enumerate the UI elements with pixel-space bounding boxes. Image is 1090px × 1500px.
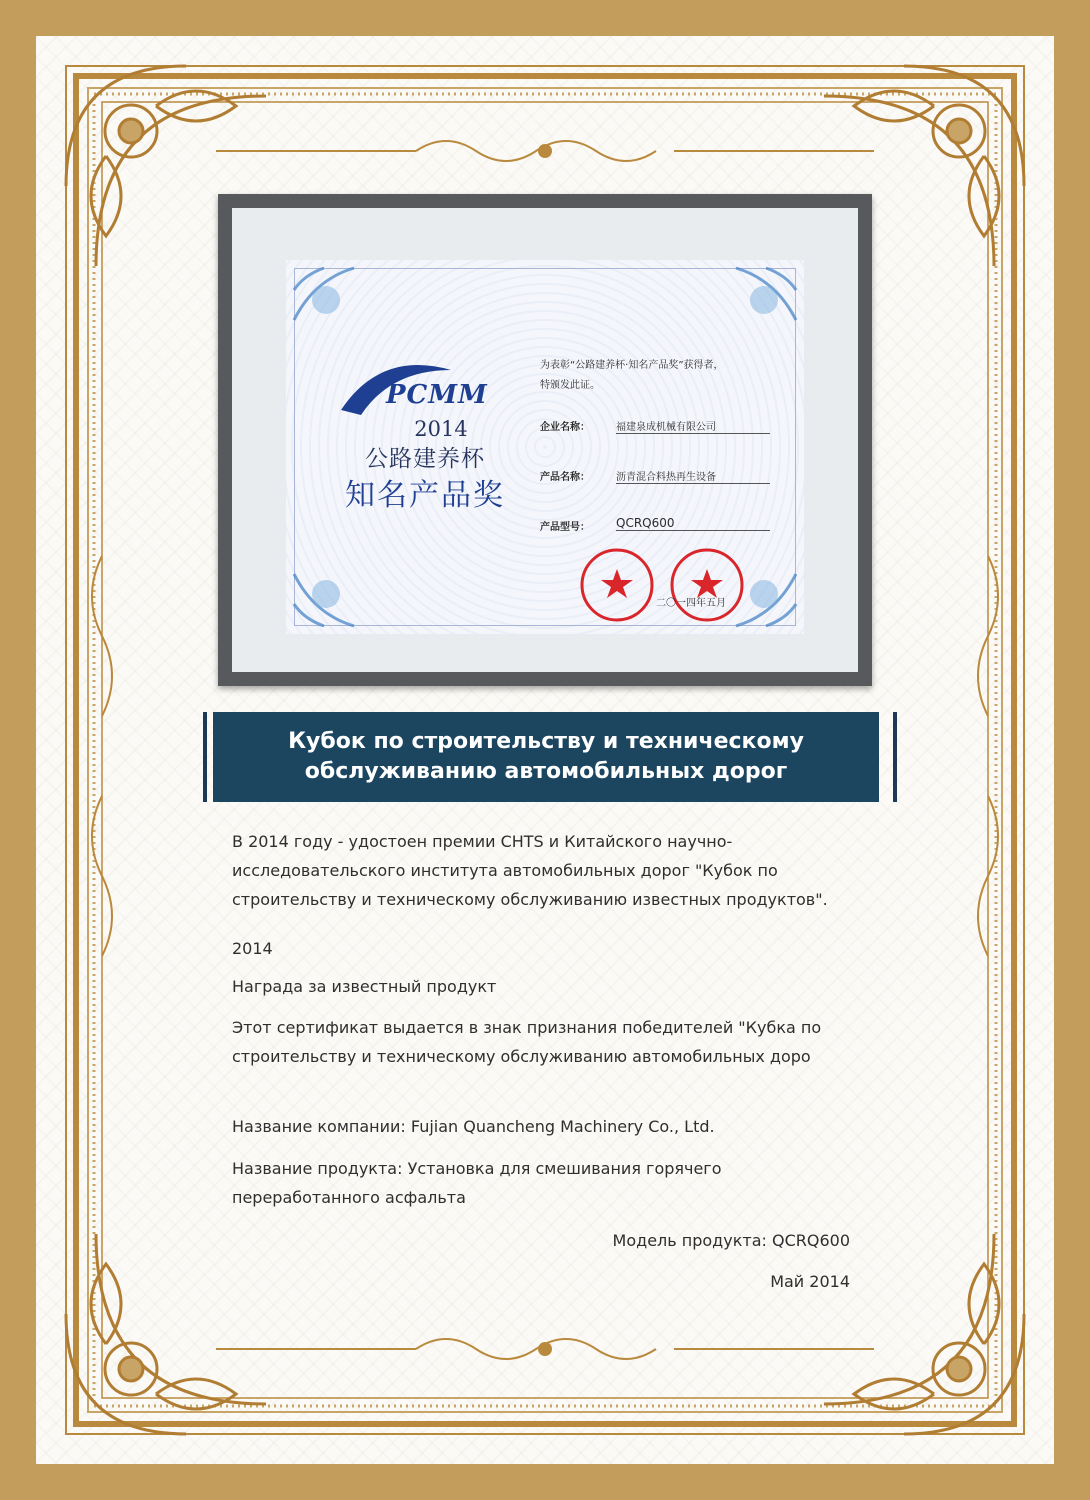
award-title: Награда за известный продукт: [232, 977, 497, 996]
red-seal-icon: [582, 550, 742, 620]
corner-ornament-bottom-right: [824, 1234, 1024, 1434]
certificate-product-label: 产品名称：: [540, 472, 590, 483]
certificate-header-line1: 为表彰“公路建养杯·知名产品奖”获得者，: [540, 360, 724, 371]
title-banner: [213, 712, 879, 802]
pcmm-logo-text: PCMM: [386, 380, 488, 410]
product-name-line: Название продукта: Установка для смешивания горячего переработанного асфальта: [232, 1159, 722, 1207]
certificate-photo-frame: [218, 194, 872, 686]
certificate-statement: Этот сертификат выдается в знак признания победителей "Кубка по строительству и техническому обслуживанию автомобильных доро: [232, 1018, 822, 1066]
certificate-image: [286, 260, 804, 634]
bottom-flourish: [216, 1339, 874, 1359]
top-flourish: [216, 141, 874, 161]
banner-title: Кубок по строительству и техническому обслуживанию автомобильных дорог: [288, 729, 804, 784]
award-year: 2014: [232, 939, 273, 958]
certificate-year: 2014: [414, 417, 468, 441]
certificate-cup-name: 公路建养杯: [365, 446, 485, 472]
intro-paragraph: В 2014 году - удостоен премии CHTS и Китайского научно-исследовательского института автомобильных дорог "Кубок по строительству и техническому обслуживанию известных продуктов".: [232, 832, 828, 909]
certificate-product-value: 沥青混合料热再生设备: [616, 468, 770, 484]
company-name-line: Название компании: Fujian Quancheng Machinery Co., Ltd.: [232, 1117, 715, 1136]
product-model-line: Модель продукта: QCRQ600: [612, 1231, 850, 1250]
photo-mat: [232, 208, 858, 672]
certificate-date: 二〇一四年五月: [656, 598, 726, 609]
issue-date: Май 2014: [770, 1272, 850, 1291]
certificate-company-label: 企业名称：: [540, 422, 590, 433]
certificate-model-value: QCRQ600: [616, 516, 770, 531]
corner-ornament-bottom-left: [66, 1234, 266, 1434]
certificate-header-line2: 特颁发此证。: [540, 380, 600, 391]
certificate-company-value: 福建泉成机械有限公司: [616, 418, 770, 434]
certificate-award-name: 知名产品奖: [345, 478, 505, 513]
certificate-model-label: 产品型号：: [540, 522, 590, 533]
